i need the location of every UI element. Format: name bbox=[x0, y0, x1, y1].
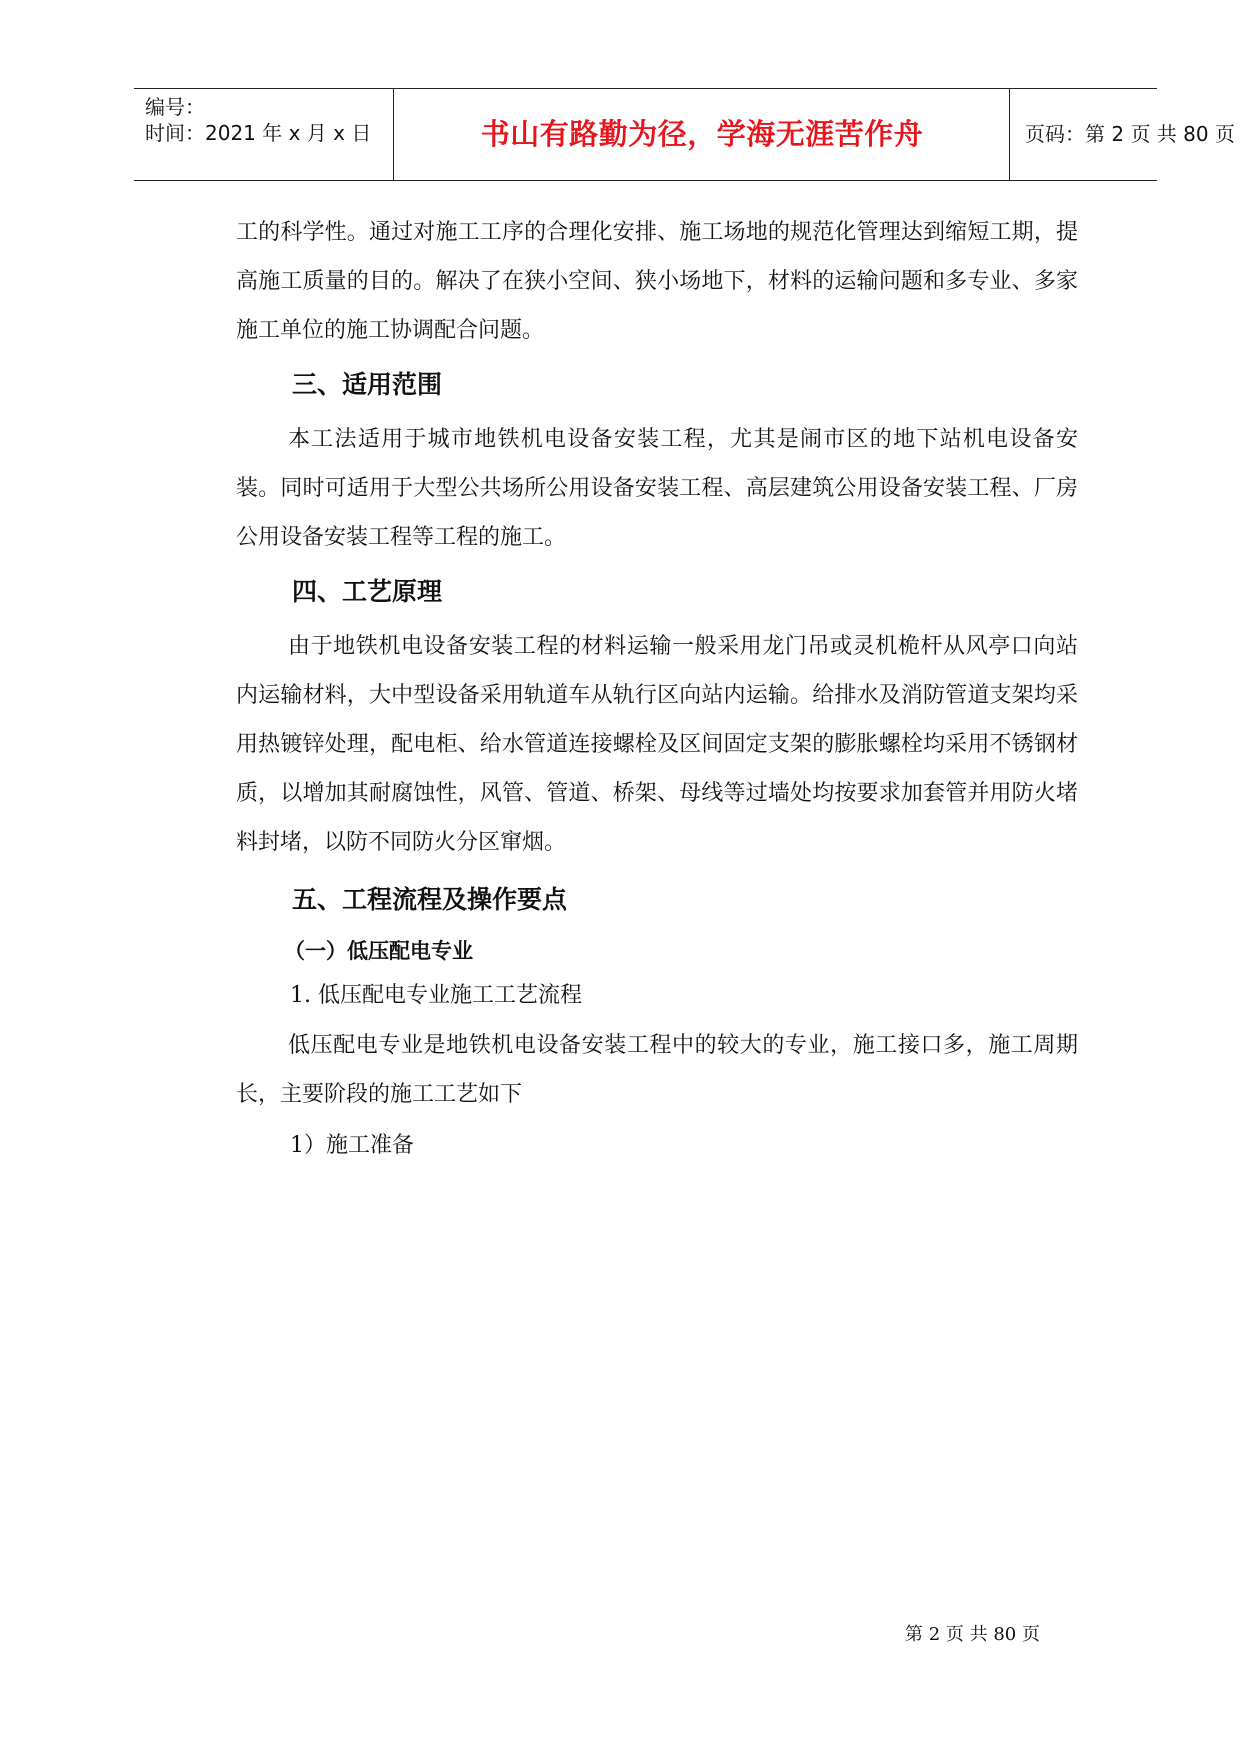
document-number-label: 编号： bbox=[145, 95, 205, 119]
section-heading-process: 五、工程流程及操作要点 bbox=[292, 885, 568, 914]
section-heading-principle: 四、工艺原理 bbox=[292, 577, 443, 606]
section-heading-scope: 三、适用范围 bbox=[292, 370, 443, 399]
header-page-code: 页码：第 2 页 共 80 页 bbox=[1025, 122, 1235, 146]
paragraph-continuation: 工的科学性。通过对施工工序的合理化安排、施工场地的规范化管理达到缩短工期，提高施工质量的目的。解决了在狭小空间、狭小场地下，材料的运输问题和多专业、多家施工单位的施工协调配合问题。 bbox=[236, 220, 1078, 343]
page-footer: 第 2 页 共 80 页 bbox=[905, 1624, 1040, 1645]
header-meta-cell bbox=[134, 89, 394, 180]
document-body bbox=[236, 208, 1078, 1171]
subsection-heading-low-voltage: （一）低压配电专业 bbox=[284, 939, 473, 963]
list-item-process-flow: 1. 低压配电专业施工工艺流程 bbox=[290, 983, 582, 1008]
list-item-preparation: 1）施工准备 bbox=[290, 1133, 414, 1158]
paragraph-low-voltage: 低压配电专业是地铁机电设备安装工程中的较大的专业，施工接口多，施工周期长，主要阶段的施工工艺如下 bbox=[236, 1033, 1078, 1107]
header-motto: 书山有路勤为径，学海无涯苦作舟 bbox=[395, 89, 1010, 180]
paragraph-scope: 本工法适用于城市地铁机电设备安装工程，尤其是闹市区的地下站机电设备安装。同时可适用于大型公共场所公用设备安装工程、高层建筑公用设备安装工程、厂房公用设备安装工程等工程的施工。 bbox=[236, 427, 1078, 550]
paragraph-principle: 由于地铁机电设备安装工程的材料运输一般采用龙门吊或灵机桅杆从风亭口向站内运输材料，大中型设备采用轨道车从轨行区向站内运输。给排水及消防管道支架均采用热镀锌处理，配电柜、给水管道连接螺栓及区间固定支架的膨胀螺栓均采用不锈钢材质，以增加其耐腐蚀性，风管、管道、桥架、母线等过墙处均按要求加套管并用防火堵料封堵，以防不同防火分区窜烟。 bbox=[236, 634, 1078, 855]
document-time-label: 时间：2021 年 x 月 x 日 bbox=[145, 121, 372, 145]
page-header bbox=[134, 88, 1235, 181]
